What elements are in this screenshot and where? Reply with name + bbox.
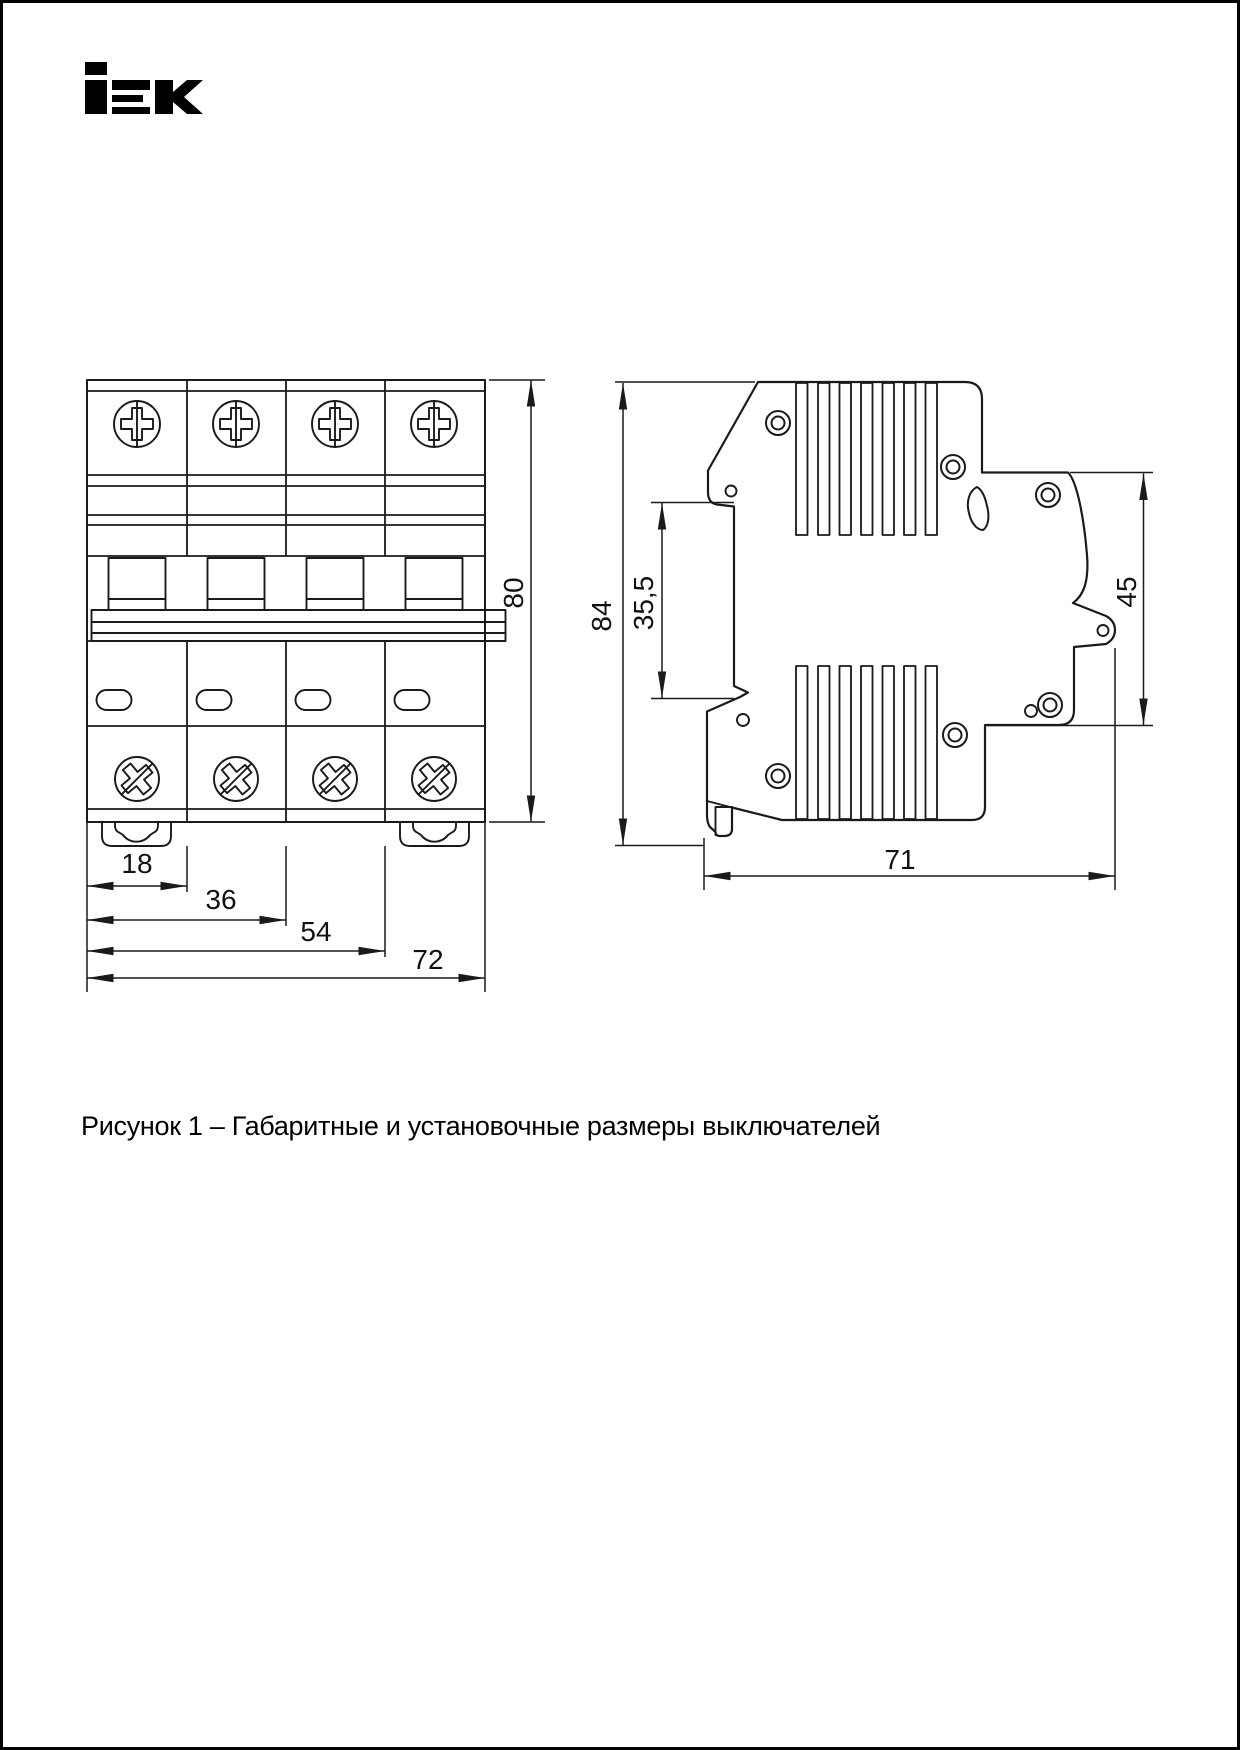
figure-caption: Рисунок 1 – Габаритные и установочные размеры выключателей — [81, 1111, 881, 1141]
dimension-label-84: 84 — [586, 600, 617, 632]
dimension-label-71: 71 — [884, 844, 916, 875]
side-view-dimensions — [615, 382, 1153, 890]
dimension-label-35-5: 35,5 — [628, 575, 659, 631]
dimension-label-36: 36 — [205, 884, 237, 915]
dimension-label-80: 80 — [498, 577, 529, 609]
front-view-dimensions — [87, 380, 545, 992]
dimension-label-45: 45 — [1111, 576, 1142, 608]
front-view-drawing — [87, 380, 506, 846]
dimension-label-54: 54 — [300, 916, 332, 947]
dimension-label-18: 18 — [121, 848, 153, 879]
dimension-label-72: 72 — [412, 944, 444, 975]
side-view-drawing — [707, 382, 1115, 836]
